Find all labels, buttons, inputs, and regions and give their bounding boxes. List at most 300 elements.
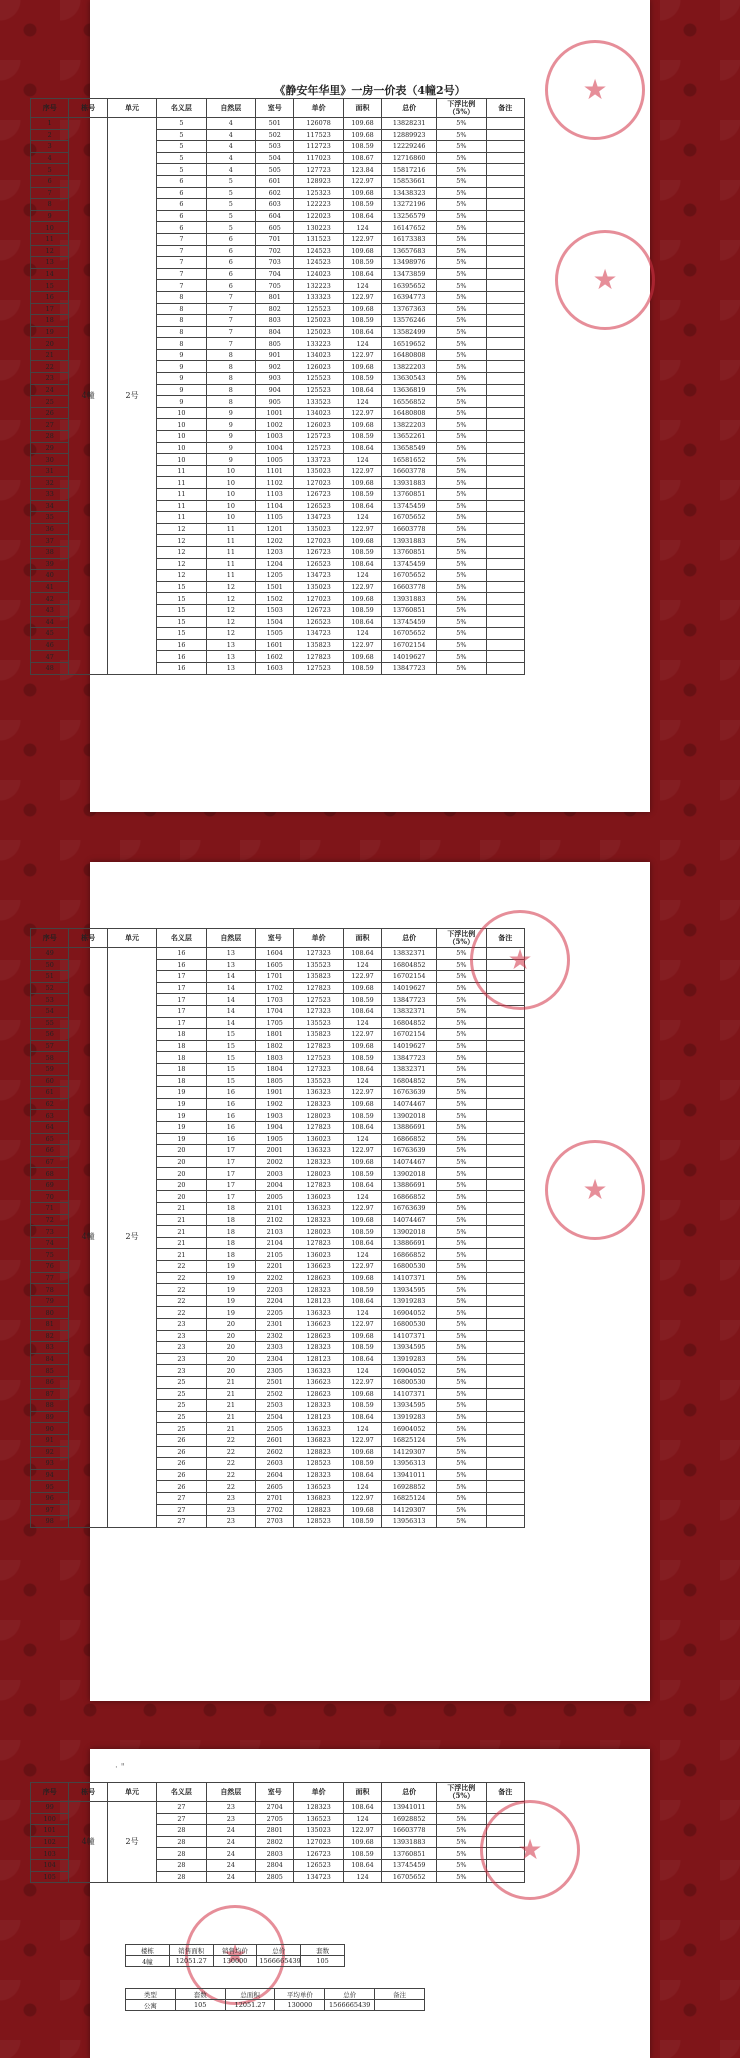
cell-natural-floor: 15 [206, 1029, 255, 1041]
cell-nominal-floor: 19 [157, 1110, 206, 1122]
cell-seq: 27 [31, 419, 69, 431]
summary-cell: 12051.27 [225, 2000, 275, 2011]
cell-building: 4幢 [69, 1802, 107, 1883]
cell-remark [486, 419, 524, 431]
cell-natural-floor: 20 [206, 1353, 255, 1365]
cell-area: 122.97 [343, 291, 381, 303]
cell-nominal-floor: 5 [157, 141, 206, 153]
cell-area: 108.64 [343, 1802, 381, 1814]
cell-seq: 98 [31, 1516, 69, 1528]
cell-area: 108.64 [343, 210, 381, 222]
cell-nominal-floor: 10 [157, 454, 206, 466]
cell-remark [486, 222, 524, 234]
cell-room: 2504 [256, 1411, 294, 1423]
cell-total-price: 16705652 [382, 570, 437, 582]
cell-discount: 5% [437, 1098, 486, 1110]
cell-area: 109.68 [343, 535, 381, 547]
cell-nominal-floor: 5 [157, 129, 206, 141]
summary-row [126, 1956, 345, 1967]
cell-area: 124 [343, 1307, 381, 1319]
cell-nominal-floor: 15 [157, 581, 206, 593]
cell-seq: 13 [31, 257, 69, 269]
cell-discount: 5% [437, 1825, 486, 1837]
cell-room: 904 [256, 384, 294, 396]
summary-header: 平均单价 [275, 1989, 325, 2000]
summary-header: 套数 [175, 1989, 225, 2000]
cell-seq: 63 [31, 1110, 69, 1122]
cell-nominal-floor: 25 [157, 1400, 206, 1412]
cell-nominal-floor: 11 [157, 500, 206, 512]
cell-room: 905 [256, 396, 294, 408]
cell-nominal-floor: 7 [157, 257, 206, 269]
cell-seq: 92 [31, 1446, 69, 1458]
cell-total-price: 13919283 [382, 1295, 437, 1307]
cell-seq: 54 [31, 1005, 69, 1017]
cell-seq: 47 [31, 651, 69, 663]
cell-nominal-floor: 9 [157, 361, 206, 373]
cell-room: 605 [256, 222, 294, 234]
cell-area: 108.59 [343, 315, 381, 327]
cell-natural-floor: 11 [206, 523, 255, 535]
cell-discount: 5% [437, 1458, 486, 1470]
cell-unit-price: 128323 [294, 1156, 343, 1168]
cell-seq: 79 [31, 1295, 69, 1307]
cell-unit-price: 126523 [294, 500, 343, 512]
cell-room: 802 [256, 303, 294, 315]
cell-unit-price: 128323 [294, 1284, 343, 1296]
price-table-page-2 [30, 928, 525, 1528]
cell-seq: 88 [31, 1400, 69, 1412]
cell-total-price: 13832371 [382, 1005, 437, 1017]
cell-unit-price: 124523 [294, 245, 343, 257]
cell-discount: 5% [437, 1029, 486, 1041]
cell-room: 2603 [256, 1458, 294, 1470]
cell-room: 704 [256, 268, 294, 280]
cell-total-price: 13822203 [382, 419, 437, 431]
cell-area: 124 [343, 222, 381, 234]
cell-nominal-floor: 9 [157, 349, 206, 361]
cell-room: 1105 [256, 512, 294, 524]
cell-natural-floor: 24 [206, 1825, 255, 1837]
cell-remark [486, 326, 524, 338]
cell-total-price: 14129307 [382, 1504, 437, 1516]
column-header: 栋号 [69, 929, 107, 948]
cell-total-price: 13760851 [382, 604, 437, 616]
cell-unit-price: 126723 [294, 489, 343, 501]
cell-remark [486, 396, 524, 408]
seal-stamp [480, 1800, 580, 1900]
cell-unit-price: 135023 [294, 581, 343, 593]
cell-seq: 7 [31, 187, 69, 199]
cell-area: 109.68 [343, 1214, 381, 1226]
cell-discount: 5% [437, 1504, 486, 1516]
cell-nominal-floor: 10 [157, 442, 206, 454]
cell-unit-price: 125523 [294, 303, 343, 315]
summary-cell: 105 [301, 1956, 345, 1967]
cell-remark [486, 558, 524, 570]
cell-total-price: 16603778 [382, 465, 437, 477]
cell-natural-floor: 13 [206, 651, 255, 663]
cell-discount: 5% [437, 1040, 486, 1052]
cell-total-price: 13919283 [382, 1353, 437, 1365]
cell-area: 122.97 [343, 465, 381, 477]
cell-room: 1703 [256, 994, 294, 1006]
cell-area: 108.59 [343, 199, 381, 211]
cell-room: 601 [256, 175, 294, 187]
cell-total-price: 14074467 [382, 1098, 437, 1110]
cell-area: 108.59 [343, 1458, 381, 1470]
summary-header: 总面积 [225, 1989, 275, 2000]
cell-seq: 51 [31, 971, 69, 983]
cell-nominal-floor: 26 [157, 1469, 206, 1481]
cell-unit-price: 127023 [294, 477, 343, 489]
cell-remark [486, 1063, 524, 1075]
cell-natural-floor: 14 [206, 994, 255, 1006]
cell-total-price: 13272196 [382, 199, 437, 211]
cell-seq: 96 [31, 1492, 69, 1504]
cell-seq: 93 [31, 1458, 69, 1470]
cell-room: 1605 [256, 959, 294, 971]
cell-nominal-floor: 16 [157, 948, 206, 960]
cell-seq: 38 [31, 546, 69, 558]
cell-unit-price: 134723 [294, 512, 343, 524]
cell-discount: 5% [437, 1295, 486, 1307]
cell-total-price: 12229246 [382, 141, 437, 153]
cell-natural-floor: 11 [206, 546, 255, 558]
cell-area: 108.64 [343, 1353, 381, 1365]
cell-seq: 104 [31, 1859, 69, 1871]
cell-room: 2104 [256, 1237, 294, 1249]
cell-natural-floor: 19 [206, 1272, 255, 1284]
cell-area: 124 [343, 338, 381, 350]
cell-seq: 75 [31, 1249, 69, 1261]
cell-seq: 99 [31, 1802, 69, 1814]
cell-discount: 5% [437, 233, 486, 245]
cell-unit-price: 133523 [294, 396, 343, 408]
cell-area: 122.97 [343, 175, 381, 187]
cell-room: 2102 [256, 1214, 294, 1226]
cell-discount: 5% [437, 454, 486, 466]
cell-discount: 5% [437, 1017, 486, 1029]
cell-remark [486, 489, 524, 501]
cell-room: 2305 [256, 1365, 294, 1377]
cell-natural-floor: 21 [206, 1423, 255, 1435]
cell-total-price: 16928852 [382, 1813, 437, 1825]
cell-nominal-floor: 25 [157, 1388, 206, 1400]
seal-stamp [545, 1140, 645, 1240]
cell-natural-floor: 8 [206, 384, 255, 396]
cell-room: 2003 [256, 1168, 294, 1180]
cell-unit-price: 134023 [294, 349, 343, 361]
cell-discount: 5% [437, 1249, 486, 1261]
cell-unit-price: 136623 [294, 1319, 343, 1331]
cell-area: 108.67 [343, 152, 381, 164]
cell-remark [486, 1203, 524, 1215]
cell-remark [486, 1249, 524, 1261]
cell-discount: 5% [437, 1388, 486, 1400]
cell-remark [486, 570, 524, 582]
cell-total-price: 16395652 [382, 280, 437, 292]
cell-natural-floor: 24 [206, 1836, 255, 1848]
cell-nominal-floor: 20 [157, 1156, 206, 1168]
cell-total-price: 16763639 [382, 1087, 437, 1099]
cell-room: 801 [256, 291, 294, 303]
cell-nominal-floor: 22 [157, 1284, 206, 1296]
cell-room: 2702 [256, 1504, 294, 1516]
cell-unit-price: 125523 [294, 373, 343, 385]
cell-natural-floor: 17 [206, 1168, 255, 1180]
cell-room: 2001 [256, 1145, 294, 1157]
cell-room: 1901 [256, 1087, 294, 1099]
cell-unit-price: 126023 [294, 361, 343, 373]
cell-remark [486, 1156, 524, 1168]
cell-nominal-floor: 22 [157, 1295, 206, 1307]
cell-room: 1204 [256, 558, 294, 570]
cell-natural-floor: 11 [206, 570, 255, 582]
cell-remark [486, 1446, 524, 1458]
cell-natural-floor: 6 [206, 268, 255, 280]
cell-remark [486, 1469, 524, 1481]
cell-discount: 5% [437, 477, 486, 489]
cell-seq: 34 [31, 500, 69, 512]
cell-natural-floor: 23 [206, 1516, 255, 1528]
cell-nominal-floor: 28 [157, 1859, 206, 1871]
cell-area: 108.59 [343, 662, 381, 674]
cell-area: 108.59 [343, 257, 381, 269]
cell-discount: 5% [437, 257, 486, 269]
cell-area: 108.59 [343, 489, 381, 501]
table-row [31, 948, 525, 960]
cell-room: 2101 [256, 1203, 294, 1215]
cell-nominal-floor: 5 [157, 164, 206, 176]
cell-room: 1103 [256, 489, 294, 501]
cell-room: 1003 [256, 431, 294, 443]
cell-nominal-floor: 20 [157, 1168, 206, 1180]
cell-total-price: 13941011 [382, 1469, 437, 1481]
cell-seq: 57 [31, 1040, 69, 1052]
cell-room: 901 [256, 349, 294, 361]
cell-discount: 5% [437, 1063, 486, 1075]
cell-seq: 105 [31, 1871, 69, 1883]
cell-unit-price: 127323 [294, 1005, 343, 1017]
cell-unit-price: 122223 [294, 199, 343, 211]
cell-area: 108.59 [343, 1400, 381, 1412]
cell-total-price: 16866852 [382, 1133, 437, 1145]
cell-nominal-floor: 15 [157, 628, 206, 640]
cell-remark [486, 1492, 524, 1504]
cell-nominal-floor: 23 [157, 1353, 206, 1365]
cell-area: 109.68 [343, 1098, 381, 1110]
price-table-page-3 [30, 1782, 525, 1883]
cell-total-price: 13941011 [382, 1802, 437, 1814]
cell-natural-floor: 23 [206, 1802, 255, 1814]
cell-area: 108.64 [343, 442, 381, 454]
cell-remark [486, 1237, 524, 1249]
cell-nominal-floor: 21 [157, 1214, 206, 1226]
cell-natural-floor: 17 [206, 1145, 255, 1157]
cell-area: 124 [343, 1871, 381, 1883]
cell-discount: 5% [437, 604, 486, 616]
cell-room: 1803 [256, 1052, 294, 1064]
cell-remark [486, 523, 524, 535]
cell-total-price: 13886691 [382, 1179, 437, 1191]
cell-remark [486, 1017, 524, 1029]
cell-area: 108.59 [343, 604, 381, 616]
cell-area: 108.64 [343, 1179, 381, 1191]
cell-total-price: 13745459 [382, 558, 437, 570]
cell-natural-floor: 16 [206, 1110, 255, 1122]
cell-area: 108.59 [343, 1284, 381, 1296]
cell-discount: 5% [437, 616, 486, 628]
cell-natural-floor: 14 [206, 982, 255, 994]
summary-table-type [125, 1988, 425, 2011]
cell-nominal-floor: 8 [157, 303, 206, 315]
cell-room: 1002 [256, 419, 294, 431]
cell-total-price: 13828231 [382, 118, 437, 130]
cell-room: 1804 [256, 1063, 294, 1075]
cell-natural-floor: 4 [206, 141, 255, 153]
cell-discount: 5% [437, 1110, 486, 1122]
cell-unit-price: 128623 [294, 1330, 343, 1342]
cell-total-price: 16702154 [382, 1029, 437, 1041]
cell-natural-floor: 15 [206, 1052, 255, 1064]
cell-discount: 5% [437, 210, 486, 222]
cell-unit-price: 136823 [294, 1492, 343, 1504]
cell-remark [486, 593, 524, 605]
cell-seq: 55 [31, 1017, 69, 1029]
cell-remark [486, 616, 524, 628]
table-row [31, 118, 525, 130]
price-table-page-1 [30, 98, 525, 675]
cell-natural-floor: 22 [206, 1458, 255, 1470]
cell-nominal-floor: 28 [157, 1848, 206, 1860]
cell-unit-price: 128323 [294, 1802, 343, 1814]
cell-remark [486, 1087, 524, 1099]
cell-seq: 101 [31, 1825, 69, 1837]
cell-discount: 5% [437, 222, 486, 234]
cell-nominal-floor: 19 [157, 1087, 206, 1099]
cell-total-price: 14019627 [382, 651, 437, 663]
seal-stamp [545, 40, 645, 140]
cell-remark [486, 1179, 524, 1191]
cell-area: 109.68 [343, 361, 381, 373]
cell-unit-price: 125023 [294, 326, 343, 338]
cell-discount: 5% [437, 1871, 486, 1883]
cell-total-price: 16603778 [382, 1825, 437, 1837]
cell-room: 2301 [256, 1319, 294, 1331]
cell-discount: 5% [437, 971, 486, 983]
cell-natural-floor: 8 [206, 349, 255, 361]
cell-area: 108.59 [343, 546, 381, 558]
cell-total-price: 13745459 [382, 1859, 437, 1871]
cell-nominal-floor: 15 [157, 616, 206, 628]
cell-room: 1704 [256, 1005, 294, 1017]
cell-discount: 5% [437, 1075, 486, 1087]
cell-room: 1001 [256, 407, 294, 419]
column-header: 下浮比例（5%） [437, 929, 486, 948]
cell-room: 1501 [256, 581, 294, 593]
cell-seq: 16 [31, 291, 69, 303]
cell-natural-floor: 12 [206, 581, 255, 593]
cell-remark [486, 303, 524, 315]
cell-area: 108.64 [343, 558, 381, 570]
cell-seq: 29 [31, 442, 69, 454]
cell-unit-price: 128623 [294, 1388, 343, 1400]
cell-unit-price: 136623 [294, 1376, 343, 1388]
cell-remark [486, 1295, 524, 1307]
cell-unit-price: 135523 [294, 959, 343, 971]
cell-remark [486, 1075, 524, 1087]
cell-nominal-floor: 21 [157, 1226, 206, 1238]
cell-total-price: 13902018 [382, 1168, 437, 1180]
cell-unit-price: 128023 [294, 1226, 343, 1238]
cell-unit: 2号 [107, 118, 156, 675]
cell-seq: 25 [31, 396, 69, 408]
cell-total-price: 13576246 [382, 315, 437, 327]
cell-total-price: 13832371 [382, 1063, 437, 1075]
cell-total-price: 12716860 [382, 152, 437, 164]
cell-total-price: 16556852 [382, 396, 437, 408]
cell-remark [486, 315, 524, 327]
cell-room: 501 [256, 118, 294, 130]
cell-remark [486, 651, 524, 663]
cell-remark [486, 512, 524, 524]
cell-unit-price: 127023 [294, 1836, 343, 1848]
cell-area: 108.64 [343, 1121, 381, 1133]
cell-natural-floor: 13 [206, 662, 255, 674]
cell-total-price: 16800530 [382, 1319, 437, 1331]
cell-remark [486, 465, 524, 477]
cell-discount: 5% [437, 558, 486, 570]
cell-total-price: 13956313 [382, 1458, 437, 1470]
cell-unit-price: 117523 [294, 129, 343, 141]
cell-discount: 5% [437, 1145, 486, 1157]
cell-remark [486, 639, 524, 651]
cell-nominal-floor: 17 [157, 1017, 206, 1029]
cell-discount: 5% [437, 407, 486, 419]
cell-area: 122.97 [343, 1029, 381, 1041]
cell-area: 122.97 [343, 1825, 381, 1837]
cell-area: 108.64 [343, 1469, 381, 1481]
cell-remark [486, 1376, 524, 1388]
cell-discount: 5% [437, 303, 486, 315]
cell-remark [486, 535, 524, 547]
cell-unit-price: 135523 [294, 1017, 343, 1029]
cell-seq: 82 [31, 1330, 69, 1342]
cell-total-price: 16173383 [382, 233, 437, 245]
cell-seq: 41 [31, 581, 69, 593]
cell-natural-floor: 12 [206, 604, 255, 616]
cell-seq: 56 [31, 1029, 69, 1041]
cell-discount: 5% [437, 1802, 486, 1814]
cell-seq: 64 [31, 1121, 69, 1133]
cell-natural-floor: 7 [206, 303, 255, 315]
cell-total-price: 16825124 [382, 1434, 437, 1446]
cell-unit-price: 126723 [294, 1848, 343, 1860]
cell-natural-floor: 10 [206, 489, 255, 501]
cell-nominal-floor: 5 [157, 118, 206, 130]
cell-room: 2605 [256, 1481, 294, 1493]
cell-discount: 5% [437, 1156, 486, 1168]
cell-total-price: 13760851 [382, 546, 437, 558]
cell-nominal-floor: 22 [157, 1261, 206, 1273]
cell-total-price: 16866852 [382, 1191, 437, 1203]
cell-discount: 5% [437, 361, 486, 373]
cell-natural-floor: 5 [206, 222, 255, 234]
cell-unit-price: 112723 [294, 141, 343, 153]
cell-nominal-floor: 25 [157, 1423, 206, 1435]
column-header: 序号 [31, 99, 69, 118]
